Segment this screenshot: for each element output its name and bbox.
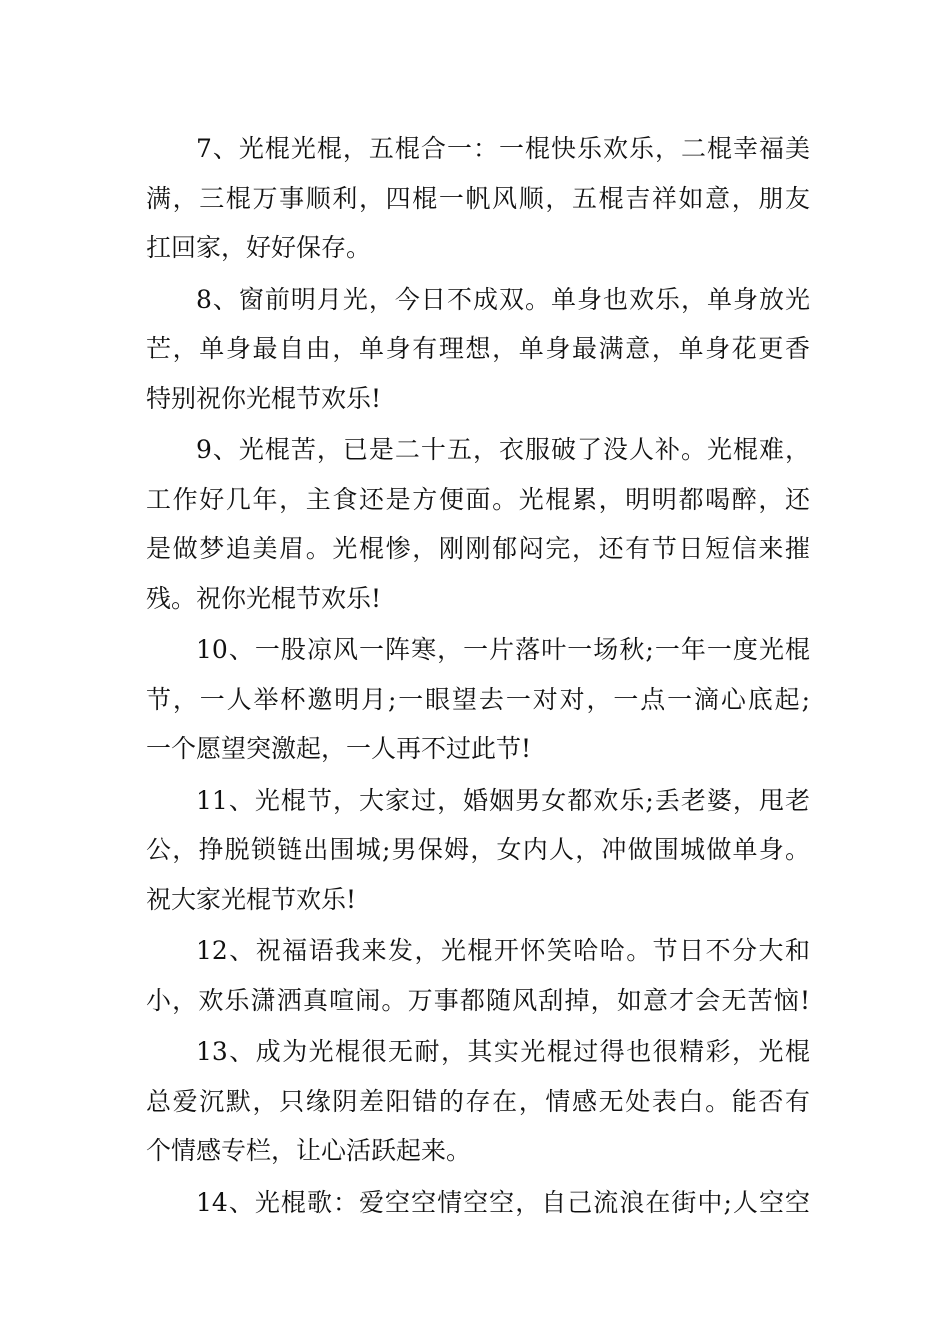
text-line: 节，一人举杯邀明月;一眼望去一对对，一点一滴心底起; bbox=[146, 684, 810, 714]
text-line: 7、光棍光棍，五棍合一：一棍快乐欢乐，二棍幸福美 bbox=[196, 134, 810, 163]
text-line: 是做梦追美眉。光棍惨，刚刚郁闷完，还有节日短信来摧 bbox=[146, 534, 810, 563]
text-line: 10、一股凉风一阵寒，一片落叶一场秋;一年一度光棍 bbox=[196, 635, 810, 664]
paragraph-7 bbox=[146, 124, 810, 273]
document-body bbox=[146, 124, 810, 1229]
paragraph-13 bbox=[146, 1027, 810, 1176]
text-line: 9、光棍苦，已是二十五，衣服破了没人补。光棍难， bbox=[196, 435, 810, 464]
text-line: 残。祝你光棍节欢乐! bbox=[146, 583, 382, 613]
text-line: 一个愿望突激起，一人再不过此节! bbox=[146, 734, 532, 763]
paragraph-9 bbox=[146, 425, 810, 623]
text-line: 总爱沉默，只缘阴差阳错的存在，情感无处表白。能否有 bbox=[146, 1086, 810, 1116]
paragraph-11 bbox=[146, 776, 810, 925]
text-line: 芒，单身最自由，单身有理想，单身最满意，单身花更香 bbox=[146, 334, 810, 363]
paragraph-10 bbox=[146, 625, 810, 774]
paragraph-8 bbox=[146, 275, 810, 424]
text-line: 12、祝福语我来发，光棍开怀笑哈哈。节日不分大和 bbox=[196, 936, 810, 965]
text-line: 扛回家，好好保存。 bbox=[146, 233, 372, 262]
paragraph-14 bbox=[146, 1178, 810, 1228]
text-line: 特别祝你光棍节欢乐! bbox=[146, 383, 382, 413]
text-line: 工作好几年，主食还是方便面。光棍累，明明都喝醉，还 bbox=[146, 484, 810, 514]
text-line: 个情感专栏，让心活跃起来。 bbox=[146, 1136, 472, 1165]
text-line: 小，欢乐潇洒真喧闹。万事都随风刮掉，如意才会无苦恼! bbox=[146, 985, 810, 1015]
text-line: 13、成为光棍很无耐，其实光棍过得也很精彩，光棍 bbox=[196, 1037, 810, 1066]
paragraph-12 bbox=[146, 926, 810, 1025]
text-line: 满，三棍万事顺利，四棍一帆风顺，五棍吉祥如意，朋友 bbox=[146, 183, 810, 213]
text-line: 公，挣脱锁链出围城;男保姆，女内人，冲做围城做单身。 bbox=[146, 835, 810, 864]
text-line: 11、光棍节，大家过，婚姻男女都欢乐;丢老婆，甩老 bbox=[196, 785, 810, 815]
text-line: 8、窗前明月光，今日不成双。单身也欢乐，单身放光 bbox=[196, 284, 810, 314]
text-line: 祝大家光棍节欢乐! bbox=[146, 884, 357, 914]
text-line: 14、光棍歌：爱空空情空空，自己流浪在街中;人空空 bbox=[196, 1187, 810, 1217]
